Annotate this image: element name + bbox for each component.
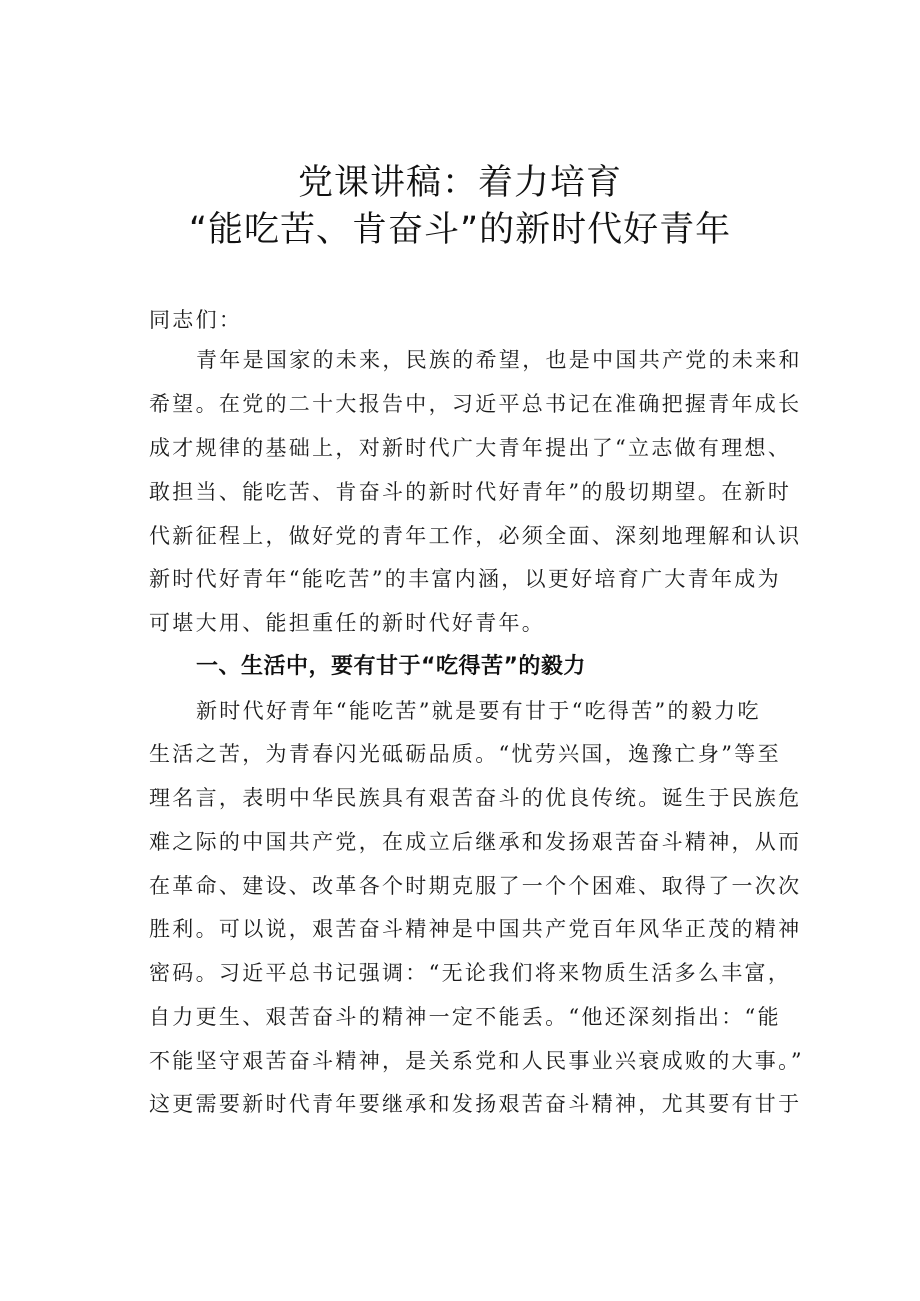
paragraph-1-line: 代新征程上，做好党的青年工作，必须全面、深刻地理解和认识 (149, 524, 802, 548)
salutation: 同志们： (149, 308, 243, 332)
paragraph-2-line: 胜利。可以说，艰苦奋斗精神是中国共产党百年风华正茂的精神 (149, 917, 802, 941)
paragraph-1-line: 可堪大用、能担重任的新时代好青年。 (149, 611, 546, 635)
paragraph-1-line: 新时代好青年“能吃苦”的丰富内涵，以更好培育广大青年成为 (149, 567, 781, 591)
paragraph-2-line: 不能坚守艰苦奋斗精神，是关系党和人民事业兴衰成败的大事。” (149, 1049, 804, 1073)
paragraph-2-line: 这更需要新时代青年要继承和发扬艰苦奋斗精神，尤其要有甘于 (149, 1092, 802, 1116)
paragraph-1-line: 青年是国家的未来，民族的希望，也是中国共产党的未来和 (196, 348, 802, 372)
paragraph-2-line: 生活之苦，为青春闪光砥砺品质。“忧劳兴国，逸豫亡身”等至 (149, 742, 781, 766)
paragraph-1-line: 敢担当、能吃苦、肯奋斗的新时代好青年”的殷切期望。在新时 (149, 480, 792, 504)
paragraph-1-line: 成才规律的基础上，对新时代广大青年提出了“立志做有理想、 (149, 436, 792, 460)
document-title-line-1: 党课讲稿：着力培育 (297, 163, 622, 203)
paragraph-2-line: 在革命、建设、改革各个时期克服了一个个困难、取得了一次次 (149, 874, 802, 898)
paragraph-2-line: 新时代好青年“能吃苦”就是要有甘于“吃得苦”的毅力吃 (196, 699, 761, 723)
section-heading: 一、生活中，要有甘于“吃得苦”的毅力 (196, 654, 586, 679)
paragraph-1-line: 希望。在党的二十大报告中，习近平总书记在准确把握青年成长 (149, 392, 802, 416)
document-title-line-2: “能吃苦、肯奋斗”的新时代好青年 (188, 210, 732, 250)
paragraph-2-line: 难之际的中国共产党，在成立后继承和发扬艰苦奋斗精神，从而 (149, 830, 802, 854)
paragraph-2-line: 密码。习近平总书记强调：“无论我们将来物质生活多么丰富， (149, 961, 792, 985)
paragraph-2-line: 自力更生、艰苦奋斗的精神一定不能丢。“他还深刻指出：“能 (149, 1005, 781, 1029)
paragraph-2-line: 理名言，表明中华民族具有艰苦奋斗的优良传统。诞生于民族危 (149, 786, 802, 810)
